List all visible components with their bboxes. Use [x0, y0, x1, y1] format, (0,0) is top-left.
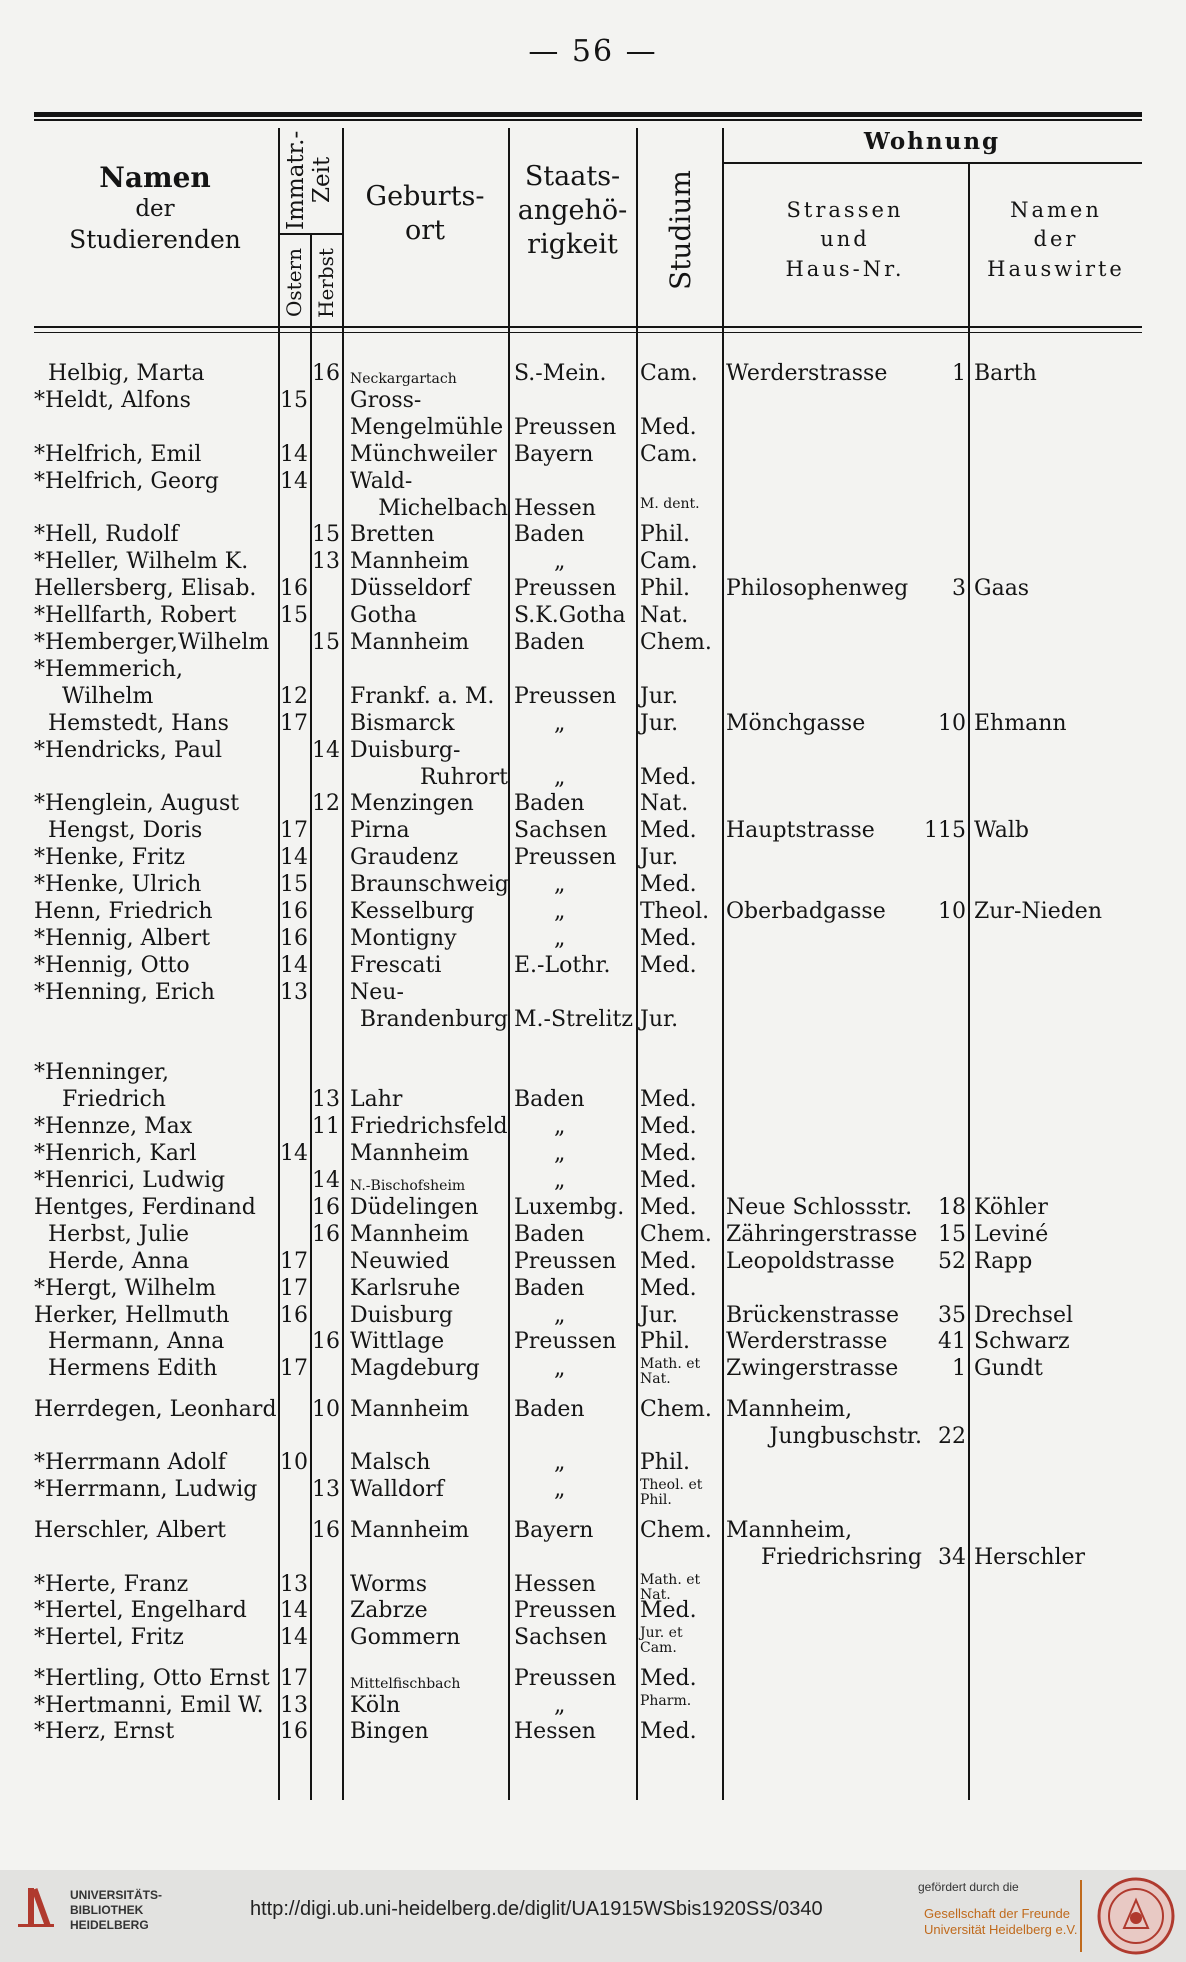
header-immatr-zeit: Immatr.-Zeit: [283, 130, 335, 230]
nationality: „: [554, 899, 566, 924]
street: Zwingerstrasse: [726, 1356, 899, 1382]
birthplace: Ruhrort: [419, 764, 508, 790]
wohnung-divider: [722, 162, 1142, 164]
student-name: Herschler, Albert: [34, 1517, 227, 1543]
column-rule: [342, 128, 344, 1800]
student-name: *Hennze, Max: [34, 1114, 193, 1140]
student-name: *Henglein, August: [34, 791, 240, 817]
house-number: 41: [938, 1329, 966, 1355]
street: Brückenstrasse: [726, 1302, 900, 1328]
student-name: *Hendricks, Paul: [34, 737, 223, 763]
nationality: „: [554, 1168, 566, 1193]
nationality: Hessen: [514, 1571, 596, 1597]
nationality: Preussen: [514, 683, 617, 709]
student-name: Herde, Anna: [48, 1248, 190, 1274]
student-name: Hengst, Doris: [48, 818, 203, 844]
nationality: Baden: [514, 1087, 585, 1113]
student-name: *Hellfarth, Robert: [34, 603, 237, 629]
birthplace: Lahr: [350, 1087, 403, 1113]
immatr-ostern: 17: [280, 1665, 308, 1691]
immatr-herbst: 10: [312, 1396, 340, 1422]
student-name: *Hennig, Otto: [34, 952, 190, 978]
nationality: S.K.Gotha: [514, 603, 626, 629]
student-name: *Hemmerich,: [34, 656, 183, 682]
header-strassen: Strassen und Haus-Nr.: [785, 198, 905, 281]
immatr-ostern: 13: [280, 1571, 308, 1597]
birthplace: Bismarck: [350, 710, 455, 736]
funding-label: gefördert durch die: [918, 1880, 1019, 1894]
nationality: Baden: [514, 522, 585, 548]
student-name: *Hertmanni, Emil W.: [34, 1692, 264, 1718]
birthplace: Gommern: [350, 1625, 461, 1651]
nationality: „: [554, 710, 566, 736]
nationality: Bayern: [514, 1517, 594, 1543]
field-of-study: Chem.: [640, 1221, 712, 1247]
landlord: Barth: [974, 361, 1037, 386]
immatr-herbst: 16: [312, 1194, 340, 1220]
field-of-study: Med.: [640, 1665, 697, 1691]
nationality: Sachsen: [514, 818, 608, 844]
field-of-study: Phil.: [640, 522, 691, 548]
birthplace: N.-Bischofsheim: [350, 1178, 466, 1194]
nationality: „: [554, 925, 566, 951]
immatr-ostern: 14: [280, 468, 308, 494]
field-of-study: Med.: [640, 414, 697, 440]
immatr-ostern: 15: [280, 387, 308, 413]
birthplace: Mannheim: [350, 1221, 470, 1247]
column-rule: [310, 233, 312, 1800]
nationality: Baden: [514, 1396, 585, 1422]
field-of-study: M. dent.: [640, 495, 700, 512]
field-of-study: Med.: [640, 1719, 697, 1745]
immatr-ostern: 17: [280, 710, 308, 736]
student-name: *Hemberger,Wilhelm: [34, 630, 270, 655]
field-of-study: Cam.: [640, 361, 698, 386]
immatr-ostern: 17: [280, 1356, 308, 1382]
landlord: Gundt: [974, 1356, 1043, 1382]
immatr-ostern: 12: [280, 683, 308, 709]
landlord: Gaas: [974, 576, 1030, 602]
field-of-study: Chem.: [640, 1396, 712, 1422]
landlord: Ehmann: [974, 710, 1067, 736]
header-studium: Studium: [664, 170, 697, 290]
field-of-study: Phil.: [640, 1329, 691, 1355]
nationality: Preussen: [514, 1665, 617, 1691]
house-number: 52: [938, 1248, 966, 1274]
student-name: Henn, Friedrich: [34, 899, 213, 924]
student-name: *Heldt, Alfons: [34, 387, 191, 413]
birthplace: Bretten: [350, 522, 435, 548]
birthplace: Wittlage: [350, 1329, 445, 1355]
nationality: Baden: [514, 791, 585, 817]
field-of-study: Med.: [640, 1194, 697, 1220]
nationality: Baden: [514, 630, 585, 655]
immatr-ostern: 13: [280, 979, 308, 1005]
immatr-herbst: 16: [312, 1221, 340, 1247]
field-of-study: Jur.: [640, 683, 679, 709]
field-of-study: Med.: [640, 1168, 697, 1193]
field-of-study: Med.: [640, 872, 697, 898]
immatr-ostern: 14: [280, 441, 308, 467]
landlord: Leviné: [974, 1221, 1049, 1247]
immatr-ostern: 17: [280, 818, 308, 844]
field-of-study: Med.: [640, 1141, 697, 1167]
field-of-study: Med.: [640, 1114, 697, 1140]
student-name: *Hell, Rudolf: [34, 522, 179, 548]
landlord: Zur-Nieden: [974, 899, 1102, 924]
birthplace: Menzingen: [350, 791, 474, 817]
birthplace: Walldorf: [350, 1477, 444, 1503]
house-number: 15: [938, 1221, 966, 1247]
student-name: *Henke, Fritz: [34, 845, 185, 871]
house-number: 3: [952, 576, 966, 602]
landlord: Köhler: [974, 1194, 1048, 1220]
birthplace: Pirna: [350, 818, 410, 844]
birthplace: Neuwied: [350, 1248, 450, 1274]
house-number: 10: [938, 710, 966, 736]
street: Oberbadgasse: [726, 899, 886, 924]
street: Neue Schlossstr.: [726, 1194, 913, 1220]
student-name: *Herrmann Adolf: [34, 1450, 226, 1476]
column-rule: [968, 162, 970, 1800]
birthplace: Mengelmühle: [350, 414, 504, 440]
student-name: *Herrmann, Ludwig: [34, 1477, 258, 1503]
nationality: „: [554, 1302, 566, 1328]
immatr-herbst: 16: [312, 1517, 340, 1543]
student-name: Hentges, Ferdinand: [34, 1194, 256, 1220]
birthplace: Braunschweig: [350, 872, 509, 898]
birthplace: Montigny: [350, 925, 457, 951]
nationality: „: [554, 1356, 566, 1382]
field-of-study: Cam.: [640, 549, 698, 575]
immatr-ostern: 17: [280, 1275, 308, 1301]
header-geburtsort: Geburts- ort: [365, 181, 485, 246]
immatr-ostern: 14: [280, 952, 308, 978]
nationality: „: [554, 764, 566, 790]
birthplace: Mannheim: [350, 549, 470, 575]
birthplace: Duisburg: [350, 1302, 453, 1328]
student-name: *Helfrich, Georg: [34, 468, 219, 494]
nationality: „: [554, 1114, 566, 1140]
field-of-study: Math. et Nat.: [640, 1356, 701, 1388]
nationality: M.-Strelitz: [514, 1006, 633, 1032]
library-logo-icon: [14, 1884, 60, 1930]
birthplace: Mannheim: [350, 1141, 470, 1167]
nationality: Bayern: [514, 441, 594, 467]
funding-society: Gesellschaft der Freunde Universität Heidelberg e.V.: [924, 1906, 1078, 1937]
birthplace: Mannheim: [350, 1517, 470, 1543]
immatr-ostern: 16: [280, 1719, 308, 1745]
field-of-study: Med.: [640, 952, 697, 978]
immatr-herbst: 13: [312, 549, 340, 575]
student-name: Herrdegen, Leonhard: [34, 1396, 277, 1422]
immatr-ostern: 14: [280, 1141, 308, 1167]
landlord: Drechsel: [974, 1302, 1074, 1328]
nationality: Baden: [514, 1221, 585, 1247]
nationality: E.-Lothr.: [514, 952, 611, 978]
field-of-study: Med.: [640, 764, 697, 790]
immatr-ostern: 13: [280, 1692, 308, 1718]
university-seal-icon: [1096, 1876, 1176, 1956]
house-number: 10: [938, 899, 966, 924]
street: Friedrichsring: [760, 1544, 922, 1570]
house-number: 1: [952, 361, 966, 386]
top-rule: [34, 112, 1142, 117]
nationality: Preussen: [514, 414, 617, 440]
street: Hauptstrasse: [726, 818, 875, 844]
immatr-ostern: 16: [280, 925, 308, 951]
source-url[interactable]: http://digi.ub.uni-heidelberg.de/diglit/UA1915WSbis1920SS/0340: [250, 1898, 823, 1920]
column-rule: [722, 128, 724, 1800]
column-rule: [636, 128, 638, 1800]
immatr-ostern: 16: [280, 1302, 308, 1328]
student-name: Hermann, Anna: [48, 1329, 225, 1355]
field-of-study: Theol.: [640, 899, 710, 924]
immatr-herbst: 13: [312, 1087, 340, 1113]
header-rule: [34, 326, 1142, 328]
student-name: *Henninger,: [34, 1060, 169, 1086]
library-name: UNIVERSITÄTS- BIBLIOTHEK HEIDELBERG: [70, 1888, 163, 1932]
birthplace: Wald-: [350, 468, 413, 494]
student-name: Wilhelm: [62, 683, 154, 709]
birthplace: Neckargartach: [350, 371, 457, 387]
field-of-study: Theol. et Phil.: [640, 1477, 703, 1509]
immatr-ostern: 10: [280, 1450, 308, 1476]
immatr-herbst: 13: [312, 1477, 340, 1503]
field-of-study: Cam.: [640, 441, 698, 467]
immatr-ostern: 16: [280, 576, 308, 602]
landlord: Rapp: [974, 1248, 1033, 1274]
nationality: S.-Mein.: [514, 361, 607, 386]
immatr-herbst: 16: [312, 1329, 340, 1355]
birthplace: Düdelingen: [350, 1194, 479, 1220]
student-name: *Heller, Wilhelm K.: [34, 549, 249, 575]
immatr-herbst: 11: [312, 1114, 340, 1140]
house-number: 35: [938, 1302, 966, 1328]
birthplace: Karlsruhe: [350, 1275, 461, 1301]
birthplace: Zabrze: [350, 1598, 428, 1624]
field-of-study: Math. et Nat.: [640, 1571, 701, 1603]
birthplace: Mannheim: [350, 1396, 470, 1422]
student-name: Hellersberg, Elisab.: [34, 576, 257, 602]
birthplace: Gotha: [350, 603, 417, 629]
birthplace: Bingen: [350, 1719, 429, 1745]
street: Leopoldstrasse: [726, 1248, 895, 1274]
page-number: — 56 —: [528, 34, 658, 69]
footer-bar: [0, 1870, 1186, 1962]
birthplace: Köln: [350, 1692, 401, 1718]
field-of-study: Med.: [640, 1248, 697, 1274]
header-ostern: Ostern: [282, 248, 306, 318]
immatr-ostern: 15: [280, 872, 308, 898]
header-hauswirte: Namen der Hauswirte: [987, 198, 1125, 281]
street: Philosophenweg: [726, 576, 909, 602]
student-name: *Hennig, Albert: [34, 925, 211, 951]
birthplace: Kesselburg: [350, 899, 475, 924]
field-of-study: Phil.: [640, 1450, 691, 1476]
nationality: „: [554, 549, 566, 575]
birthplace: Mittelfischbach: [350, 1675, 461, 1692]
student-name: Friedrich: [62, 1087, 166, 1113]
house-number: 34: [938, 1544, 966, 1570]
field-of-study: Pharm.: [640, 1692, 692, 1709]
birthplace: Mannheim: [350, 630, 470, 655]
house-number: 22: [938, 1423, 966, 1449]
immatr-ostern: 16: [280, 899, 308, 924]
student-name: *Helfrich, Emil: [34, 441, 202, 467]
header-herbst: Herbst: [314, 248, 338, 318]
street: Mannheim,: [726, 1396, 853, 1422]
birthplace: Duisburg-: [350, 737, 461, 763]
street: Werderstrasse: [726, 1329, 888, 1355]
nationality: Hessen: [514, 1719, 596, 1745]
header-staatsangehoerigkeit: Staats- angehö- rigkeit: [517, 161, 628, 260]
student-name: *Henrici, Ludwig: [34, 1168, 226, 1193]
field-of-study: Med.: [640, 818, 697, 844]
immatr-herbst: 16: [312, 361, 340, 386]
landlord: Walb: [974, 818, 1029, 844]
immatr-herbst: 15: [312, 630, 340, 655]
birthplace: Neu-: [350, 979, 404, 1005]
footer-divider: [1080, 1880, 1082, 1952]
student-name: Helbig, Marta: [48, 361, 205, 386]
nationality: „: [554, 1692, 566, 1718]
field-of-study: Phil.: [640, 576, 691, 602]
header-namen: Namen der Studierenden: [69, 161, 241, 254]
nationality: Preussen: [514, 1329, 617, 1355]
immatr-herbst: 14: [312, 737, 340, 763]
student-name: *Herz, Ernst: [34, 1719, 175, 1745]
field-of-study: Jur.: [640, 1302, 679, 1328]
field-of-study: Jur.: [640, 710, 679, 736]
immatr-ostern: 15: [280, 603, 308, 629]
field-of-study: Med.: [640, 1598, 697, 1624]
street: Jungbuschstr.: [769, 1423, 922, 1449]
birthplace: Magdeburg: [350, 1356, 480, 1382]
top-rule-thin: [34, 119, 1142, 121]
landlord: Schwarz: [974, 1329, 1070, 1355]
student-name: *Hertling, Otto Ernst: [34, 1665, 270, 1691]
student-name: *Henrich, Karl: [34, 1141, 197, 1167]
street: Mannheim,: [726, 1517, 853, 1543]
house-number: 115: [924, 818, 966, 844]
birthplace: Düsseldorf: [350, 576, 471, 602]
street: Werderstrasse: [726, 361, 888, 386]
field-of-study: Chem.: [640, 1517, 712, 1543]
nationality: Preussen: [514, 1598, 617, 1624]
nationality: Luxembg.: [514, 1194, 625, 1220]
student-name: *Henke, Ulrich: [34, 872, 202, 898]
birthplace: Friedrichsfeld: [350, 1114, 508, 1140]
nationality: „: [554, 872, 566, 898]
nationality: „: [554, 1450, 566, 1476]
field-of-study: Med.: [640, 925, 697, 951]
field-of-study: Chem.: [640, 630, 712, 655]
field-of-study: Jur.: [640, 845, 679, 871]
birthplace: Münchweiler: [350, 441, 497, 467]
header-rule-thin: [34, 332, 1142, 333]
immatr-ostern: 14: [280, 1598, 308, 1624]
student-name: Herker, Hellmuth: [34, 1302, 230, 1328]
birthplace: Frankf. a. M.: [350, 683, 495, 709]
nationality: „: [554, 1477, 566, 1503]
immatr-herbst: 14: [312, 1168, 340, 1193]
birthplace: Brandenburg: [359, 1006, 508, 1032]
birthplace: Worms: [350, 1571, 428, 1597]
landlord: Herschler: [974, 1544, 1086, 1570]
house-number: 1: [952, 1356, 966, 1382]
nationality: Preussen: [514, 845, 617, 871]
street: Zähringerstrasse: [726, 1221, 918, 1247]
immatr-herbst: 15: [312, 522, 340, 548]
student-name: Hermens Edith: [48, 1356, 218, 1382]
birthplace: Gross-: [350, 387, 422, 413]
house-number: 18: [938, 1194, 966, 1220]
immatr-ostern: 14: [280, 845, 308, 871]
immatr-ostern: 14: [280, 1625, 308, 1651]
field-of-study: Med.: [640, 1275, 697, 1301]
header-wohnung: Wohnung: [863, 128, 1001, 155]
field-of-study: Med.: [640, 1087, 697, 1113]
student-name: *Hertel, Fritz: [34, 1625, 184, 1651]
student-name: *Hergt, Wilhelm: [34, 1275, 217, 1301]
street: Mönchgasse: [726, 710, 866, 736]
birthplace: Malsch: [350, 1450, 431, 1476]
field-of-study: Jur.: [640, 1006, 679, 1032]
nationality: Hessen: [514, 495, 596, 521]
immatr-ostern: 17: [280, 1248, 308, 1274]
student-name: Herbst, Julie: [48, 1221, 190, 1247]
student-name: *Herte, Franz: [34, 1571, 189, 1597]
birthplace: Frescati: [350, 952, 442, 978]
column-rule: [508, 128, 510, 1800]
field-of-study: Nat.: [640, 603, 689, 629]
field-of-study: Jur. et Cam.: [640, 1625, 683, 1657]
nationality: Preussen: [514, 576, 617, 602]
birthplace: Michelbach: [378, 495, 508, 521]
student-name: *Henning, Erich: [34, 979, 215, 1005]
nationality: Sachsen: [514, 1625, 608, 1651]
immatr-herbst: 12: [312, 791, 340, 817]
student-name: Hemstedt, Hans: [48, 710, 229, 736]
student-name: *Hertel, Engelhard: [34, 1598, 247, 1624]
nationality: Preussen: [514, 1248, 617, 1274]
field-of-study: Nat.: [640, 791, 689, 817]
nationality: Baden: [514, 1275, 585, 1301]
birthplace: Graudenz: [350, 845, 459, 871]
nationality: „: [554, 1141, 566, 1167]
